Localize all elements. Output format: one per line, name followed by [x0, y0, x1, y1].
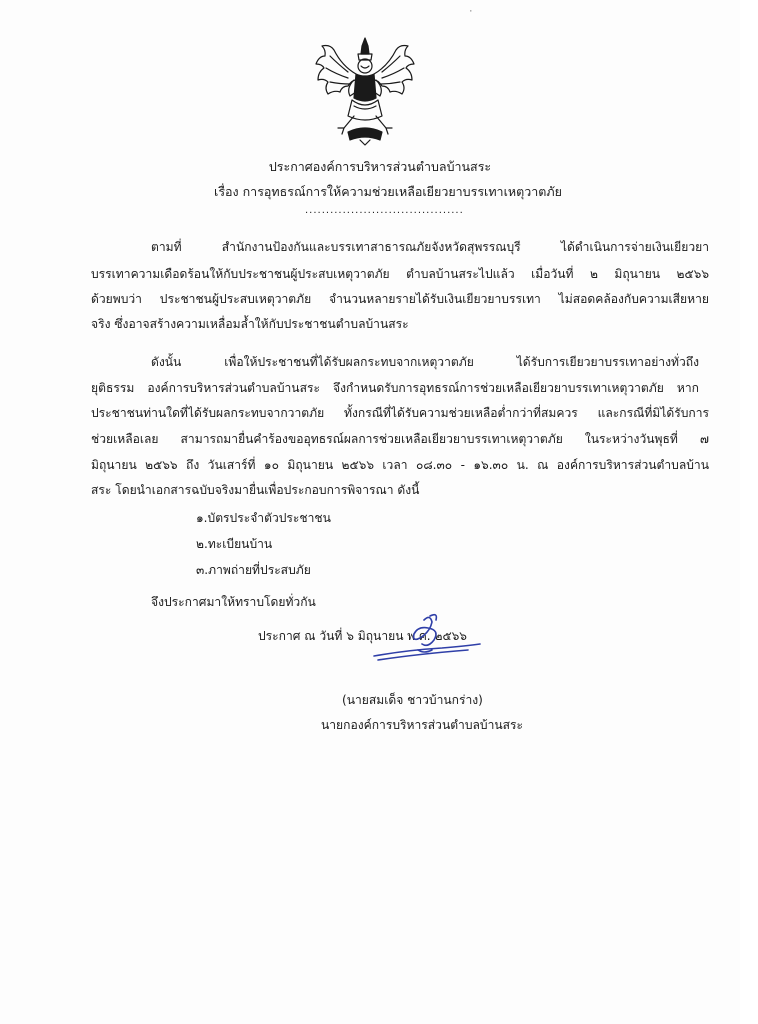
signer-position: นายกองค์การบริหารส่วนตำบลบ้านสระ — [321, 718, 524, 732]
closing-line: จึงประกาศมาให้ทราบโดยทั่วกัน — [151, 595, 316, 609]
paragraph-1-line-1: ตามที่ สำนักงานป้องกันและบรรเทาสาธารณภัยจังหวัดสุพรรณบุรี ได้ดำเนินการจ่ายเงินเยียวยา — [151, 240, 709, 254]
list-item: ๓.ภาพถ่ายที่ประสบภัย — [196, 563, 311, 577]
divider: ...................................... — [305, 205, 464, 216]
paragraph-2-line-4: ช่วยเหลือเลย สามารถมายื่นคำร้องขออุทธรณ์ผลการช่วยเหลือเยียวยาบรรเทาเหตุวาตภัย ในระหว่างวันพุธที่ ๗ — [91, 432, 709, 446]
list-item: ๑.บัตรประจำตัวประชาชน — [196, 511, 331, 525]
list-item: ๒.ทะเบียนบ้าน — [196, 537, 273, 551]
paragraph-1-line-2: บรรเทาความเดือดร้อนให้กับประชาชนผู้ประสบเหตุวาตภัย ตำบลบ้านสระไปแล้ว เมื่อวันที่ ๒ มิถุนายน ๒๕๖๖ — [91, 267, 709, 281]
paragraph-2-line-3: ประชาชนท่านใดที่ได้รับผลกระทบจากวาตภัย ทั้งกรณีที่ได้รับความช่วยเหลือต่ำกว่าที่สมควร และกรณีที่มิได้รับการ — [91, 406, 709, 420]
garuda-emblem-icon — [312, 36, 418, 146]
page-title: ประกาศองค์การบริหารส่วนตำบลบ้านสระ — [268, 159, 492, 174]
signer-name: (นายสมเด็จ ชาวบ้านกร่าง) — [342, 693, 483, 707]
signature-icon — [368, 610, 488, 666]
paragraph-2-line-1: ดังนั้น เพื่อให้ประชาชนที่ได้รับผลกระทบจากเหตุวาตภัย ได้รับการเยียวยาบรรเทาอย่างทั่วถึง — [151, 355, 699, 369]
paragraph-1-line-4: จริง ซึ่งอาจสร้างความเหลื่อมล้ำให้กับประชาชนตำบลบ้านสระ — [91, 317, 409, 331]
paragraph-2-line-5: มิถุนายน ๒๕๖๖ ถึง วันเสาร์ที่ ๑๐ มิถุนายน ๒๕๖๖ เวลา ๐๘.๓๐ - ๑๖.๓๐ น. ณ องค์การบริหารส่วนตำบลบ้าน — [91, 458, 709, 472]
date-line: ประกาศ ณ วันที่ ๖ มิถุนายน พ.ศ. ๒๕๖๖ — [258, 629, 467, 643]
subject-line: เรื่อง การอุทธรณ์การให้ความช่วยเหลือเยียวยาบรรเทาเหตุวาตภัย — [214, 184, 562, 199]
paragraph-1-line-3: ด้วยพบว่า ประชาชนผู้ประสบเหตุวาตภัย จำนวนหลายรายได้รับเงินเยียวยาบรรเทา ไม่สอดคล้องกับความเสียหาย — [91, 292, 709, 306]
paragraph-2-line-6: สระ โดยนำเอกสารฉบับจริงมายื่นเพื่อประกอบการพิจารณา ดังนี้ — [91, 483, 420, 497]
paragraph-2-line-2: ยุติธรรม องค์การบริหารส่วนตำบลบ้านสระ จึงกำหนดรับการอุทธรณ์การช่วยเหลือเยียวยาบรรเทาเหตุวาตภัย หาก — [91, 381, 699, 395]
